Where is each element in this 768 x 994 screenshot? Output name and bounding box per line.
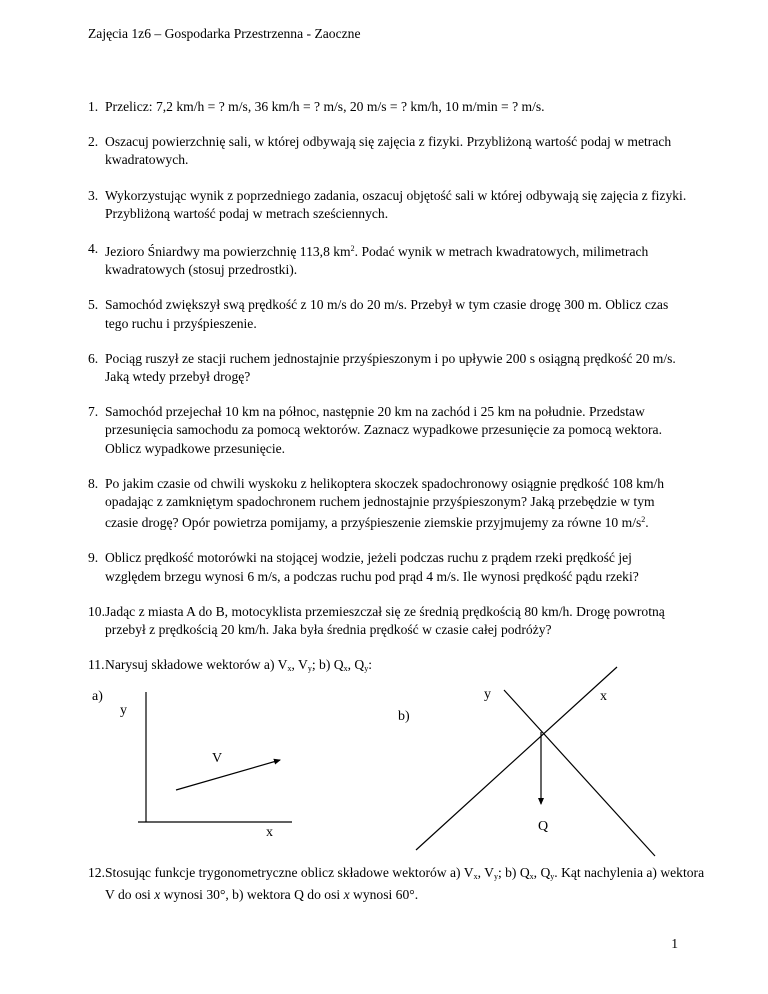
exercise-text: Pociąg ruszył ze stacji ruchem jednostajnie przyśpieszonym i po upływie 200 s osiągną prędkość 20 m/s. Jaką wtedy przebył drogę? bbox=[105, 350, 676, 385]
exercise-number: 1. bbox=[88, 99, 99, 114]
figure-a-x-axis-label: x bbox=[266, 825, 273, 840]
figure-b-x-axis bbox=[416, 667, 617, 850]
exercise-item bbox=[88, 98, 688, 116]
exercise-item bbox=[88, 187, 688, 223]
exercise-number: 11. bbox=[88, 657, 105, 673]
exercise-text: , V bbox=[477, 865, 494, 880]
figure-a-vector-label: V bbox=[212, 751, 223, 766]
exercise-item bbox=[88, 350, 688, 386]
exercise-number: 7. bbox=[88, 404, 99, 420]
exercise-item bbox=[88, 403, 688, 458]
exercise-text: . bbox=[645, 515, 649, 531]
superscript: 2 bbox=[350, 244, 355, 254]
exercise-text: , V bbox=[291, 657, 308, 673]
exercise-item bbox=[88, 133, 688, 169]
exercise-number: 12. bbox=[88, 865, 105, 880]
exercise-text: Wykorzystując wynik z poprzedniego zadania, oszacuj objętość sali w której odbywają się zajęcia z fizyki. Przybliżoną wartość podaj w metrach sześciennych. bbox=[105, 187, 687, 221]
superscript: 2 bbox=[641, 515, 646, 525]
exercise-text: Samochód przejechał 10 km na północ, następnie 20 km na zachód i 25 km na południe. Przedstaw przesunięcia samochodu za pomocą wektorów. Zaznacz wypadkowe przesunięcie za pomocą wektora. Oblicz wypadkowe przesunięcie. bbox=[105, 404, 662, 456]
figure-b-label: b) bbox=[398, 709, 410, 724]
exercise-number: 5. bbox=[88, 297, 99, 313]
subscript: x bbox=[287, 664, 292, 674]
page-header: Zajęcia 1z6 – Gospodarka Przestrzenna - Zaoczne bbox=[88, 26, 361, 41]
figure-b-vector-label: Q bbox=[538, 819, 549, 834]
vector-v-arrow bbox=[176, 760, 280, 790]
subscript: y bbox=[550, 872, 555, 881]
exercise-text: Jezioro Śniardwy ma powierzchnię 113,8 km bbox=[105, 244, 351, 260]
exercise-item bbox=[88, 549, 688, 585]
exercise-item bbox=[88, 603, 688, 639]
exercise-item bbox=[88, 864, 705, 904]
figure-b-x-axis-label: x bbox=[600, 689, 607, 704]
exercise-number: 4. bbox=[88, 241, 99, 257]
exercise-text: Jadąc z miasta A do B, motocyklista przemieszczał się ze średnią prędkością 80 km/h. Drogę powrotną przebył z prędkością 20 km/h. Jaka była średnia prędkość w czasie całej podróży? bbox=[105, 603, 665, 638]
page-number: 1 bbox=[671, 936, 678, 951]
subscript: y bbox=[493, 872, 498, 881]
exercise-item bbox=[88, 240, 688, 279]
exercise-text: , Q bbox=[347, 657, 365, 673]
figure-b-y-axis bbox=[504, 690, 655, 856]
exercise-text: Stosując funkcje trygonometryczne oblicz składowe wektorów a) V bbox=[105, 865, 474, 880]
exercise-text: : bbox=[368, 657, 372, 673]
exercise-text: . Kąt nachylenia a) wektora V do osi bbox=[105, 865, 705, 903]
italic-axis: x bbox=[154, 887, 161, 903]
exercise-text: ; b) Q bbox=[497, 865, 530, 880]
exercise-number: 6. bbox=[88, 350, 99, 366]
exercise-list bbox=[88, 98, 688, 695]
exercise-number: 2. bbox=[88, 134, 99, 150]
subscript: y bbox=[307, 664, 312, 674]
exercise-number: 10. bbox=[88, 603, 105, 619]
exercise-text: wynosi 60°. bbox=[349, 887, 419, 903]
figure-b-y-axis-label: y bbox=[484, 687, 491, 702]
vector-figures bbox=[0, 660, 768, 860]
exercise-number: 8. bbox=[88, 475, 99, 491]
exercise-text: Samochód zwiększył swą prędkość z 10 m/s do 20 m/s. Przebył w tym czasie drogę 300 m. Oblicz czas tego ruchu i przyśpieszenie. bbox=[105, 297, 669, 331]
exercise-item bbox=[88, 475, 688, 533]
exercise-text: . Podać wynik w metrach kwadratowych, milimetrach kwadratowych (stosuj przedrostki). bbox=[105, 244, 649, 278]
exercise-text: Po jakim czasie od chwili wyskoku z helikoptera skoczek spadochronowy osiągnie prędkość 108 km/h opadając z zamkniętym spadochronem ruchem jednostajnie przyśpieszonym? Jaką przebędzie w tym czasie drogę? Opór powietrza pomijamy, a przyśpieszenie ziemskie przyjmujemy za równe 10 m/s bbox=[105, 475, 665, 531]
exercise-text: Oszacuj powierzchnię sali, w której odbywają się zajęcia z fizyki. Przybliżoną wartość podaj w metrach kwadratowych. bbox=[105, 134, 672, 168]
subscript: x bbox=[473, 872, 478, 881]
exercise-text: Oblicz prędkość motorówki na stojącej wodzie, jeżeli podczas ruchu z prądem rzeki prędkość jej względem brzegu wynosi 6 m/s, a podczas ruchu pod prąd 4 m/s. Ile wynosi prędkość pądu rzeki? bbox=[105, 550, 639, 584]
exercise-text: ; b) Q bbox=[311, 657, 344, 673]
figure-a-label: a) bbox=[92, 689, 103, 704]
exercise-number: 3. bbox=[88, 187, 99, 203]
subscript: x bbox=[529, 872, 534, 881]
exercise-item bbox=[88, 296, 688, 332]
subscript: x bbox=[343, 664, 348, 674]
exercise-text: Przelicz: 7,2 km/h = ? m/s, 36 km/h = ? m/s, 20 m/s = ? km/h, 10 m/min = ? m/s. bbox=[105, 99, 545, 114]
exercise-text: Narysuj składowe wektorów a) V bbox=[105, 657, 288, 673]
figure-a-y-axis-label: y bbox=[120, 703, 127, 718]
exercise-text: wynosi 30°, b) wektora Q do osi bbox=[160, 887, 344, 903]
subscript: y bbox=[364, 664, 369, 674]
exercise-number: 9. bbox=[88, 550, 99, 566]
italic-axis: x bbox=[343, 887, 350, 903]
exercise-text: , Q bbox=[533, 865, 551, 880]
